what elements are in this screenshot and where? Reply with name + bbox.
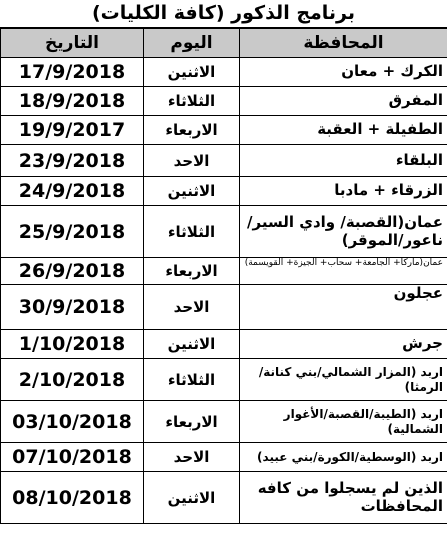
date-cell: 23/9/2018 xyxy=(1,145,144,177)
table-row xyxy=(1,206,447,258)
header-governorate: المحافظة xyxy=(240,29,447,58)
day-cell: الثلاثاء xyxy=(144,206,240,258)
date-cell: 17/9/2018 xyxy=(1,58,144,87)
governorate-cell: عجلون xyxy=(240,285,447,330)
date-cell: 07/10/2018 xyxy=(1,443,144,472)
header-row xyxy=(1,29,447,58)
table-row xyxy=(1,87,447,116)
table-row xyxy=(1,177,447,206)
table-row xyxy=(1,359,447,401)
date-cell: 26/9/2018 xyxy=(1,258,144,285)
governorate-cell: الطفيلة + العقبة xyxy=(240,116,447,145)
schedule-table xyxy=(0,28,447,524)
table-row xyxy=(1,145,447,177)
governorate-cell: عمان(ماركا+ الجامعة+ سحاب+ الجيزة+ القويسمة) xyxy=(240,258,447,285)
date-cell: 03/10/2018 xyxy=(1,401,144,443)
table-row xyxy=(1,472,447,524)
date-cell: 1/10/2018 xyxy=(1,330,144,359)
table-row xyxy=(1,443,447,472)
day-cell: الاربعاء xyxy=(144,116,240,145)
table-row xyxy=(1,258,447,285)
date-cell: 25/9/2018 xyxy=(1,206,144,258)
table-row xyxy=(1,401,447,443)
governorate-cell: اربد (الوسطية/الكورة/بني عبيد) xyxy=(240,443,447,472)
governorate-cell: الكرك + معان xyxy=(240,58,447,87)
governorate-cell: الزرقاء + مادبا xyxy=(240,177,447,206)
date-cell: 2/10/2018 xyxy=(1,359,144,401)
governorate-cell: المفرق xyxy=(240,87,447,116)
governorate-cell: اربد (المزار الشمالي/بني كنانة/ الرمثا) xyxy=(240,359,447,401)
day-cell: الثلاثاء xyxy=(144,87,240,116)
day-cell: الاثنين xyxy=(144,472,240,524)
date-cell: 24/9/2018 xyxy=(1,177,144,206)
governorate-cell: الذين لم يسجلوا من كافه المحافظات xyxy=(240,472,447,524)
day-cell: الاحد xyxy=(144,443,240,472)
table-row xyxy=(1,330,447,359)
date-cell: 08/10/2018 xyxy=(1,472,144,524)
governorate-cell: جرش xyxy=(240,330,447,359)
table-row xyxy=(1,285,447,330)
governorate-cell: عمان(القصبة/ وادي السير/ ناعور/الموقر) xyxy=(240,206,447,258)
day-cell: الثلاثاء xyxy=(144,359,240,401)
table-row xyxy=(1,116,447,145)
schedule-title: برنامج الذكور (كافة الكليات) xyxy=(0,0,447,28)
governorate-cell: اربد (الطيبة/القصبة/الأغوار الشمالية) xyxy=(240,401,447,443)
date-cell: 18/9/2018 xyxy=(1,87,144,116)
date-cell: 30/9/2018 xyxy=(1,285,144,330)
header-date: التاريخ xyxy=(1,29,144,58)
day-cell: الاثنين xyxy=(144,177,240,206)
day-cell: الاحد xyxy=(144,285,240,330)
governorate-cell: البلقاء xyxy=(240,145,447,177)
day-cell: الاربعاء xyxy=(144,401,240,443)
header-day: اليوم xyxy=(144,29,240,58)
day-cell: الاربعاء xyxy=(144,258,240,285)
date-cell: 19/9/2017 xyxy=(1,116,144,145)
table-row xyxy=(1,58,447,87)
day-cell: الاثنين xyxy=(144,330,240,359)
day-cell: الاحد xyxy=(144,145,240,177)
day-cell: الاثنين xyxy=(144,58,240,87)
